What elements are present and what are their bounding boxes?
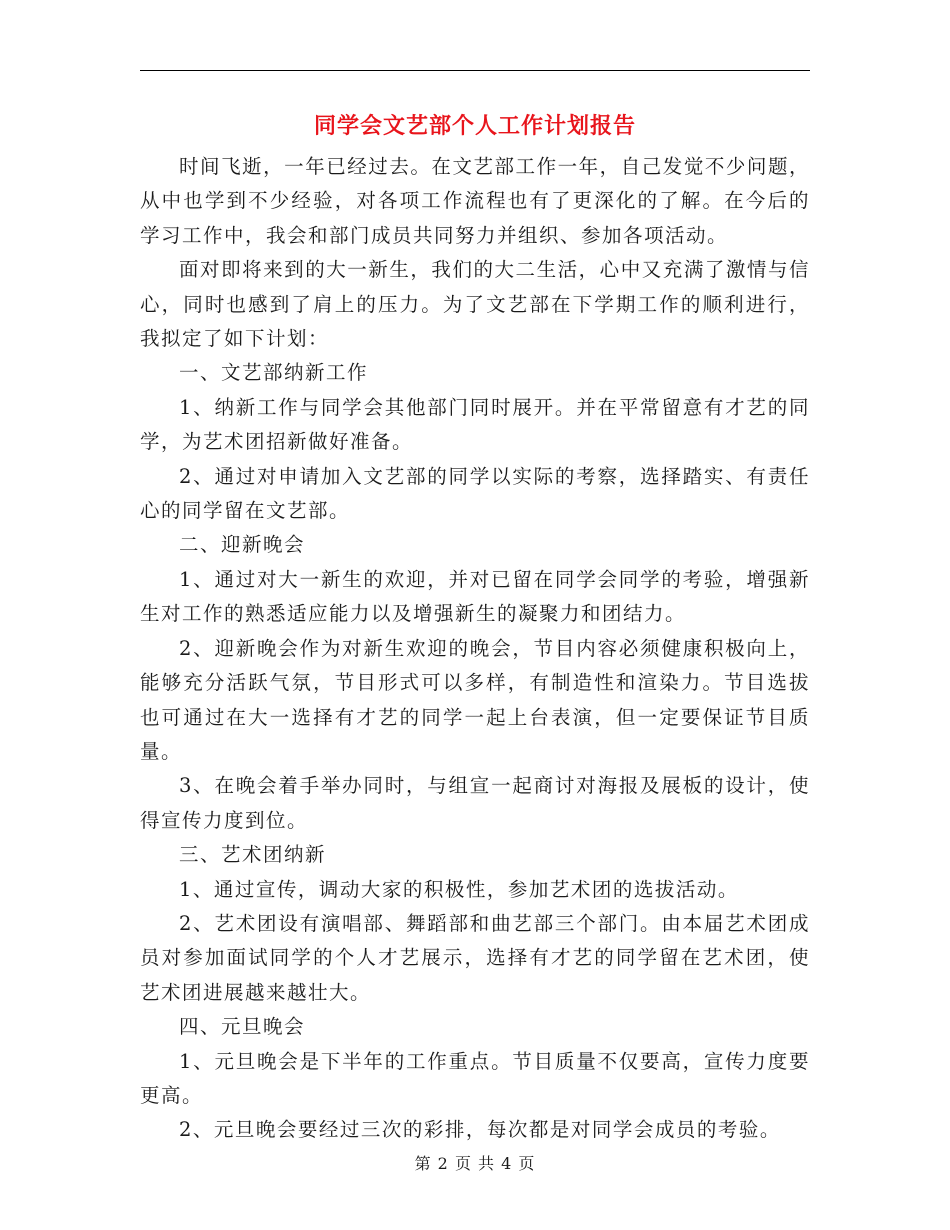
document-title: 同学会文艺部个人工作计划报告	[313, 113, 636, 139]
paragraph: 2、通过对申请加入文艺部的同学以实际的考察，选择踏实、有责任心的同学留在文艺部。	[140, 464, 810, 523]
page-number-footer: 第 2 页 共 4 页	[414, 1154, 536, 1173]
paragraph: 2、迎新晚会作为对新生欢迎的晚会，节目内容必须健康积极向上，能够充分活跃气氛，节目形式可以多样，有制造性和渲染力。节目选拔也可通过在大一选择有才艺的同学一起上台表演，但一定要保证节目质量。	[140, 636, 810, 763]
section-heading: 二、迎新晚会	[179, 533, 306, 557]
section-heading: 四、元旦晚会	[179, 1015, 306, 1039]
paragraph: 2、艺术团设有演唱部、舞蹈部和曲艺部三个部门。由本届艺术团成员对参加面试同学的个人才艺展示，选择有才艺的同学留在艺术团，使艺术团进展越来越壮大。	[140, 911, 810, 1004]
paragraph: 1、纳新工作与同学会其他部门同时展开。并在平常留意有才艺的同学，为艺术团招新做好准备。	[140, 395, 810, 454]
paragraph: 1、通过宣传，调动大家的积极性，参加艺术团的选拔活动。	[179, 877, 739, 901]
paragraph: 时间飞逝，一年已经过去。在文艺部工作一年，自己发觉不少问题，从中也学到不少经验，对各项工作流程也有了更深化的了解。在今后的学习工作中，我会和部门成员共同努力并组织、参加各项活动。	[140, 155, 810, 247]
paragraph: 3、在晚会着手举办同时，与组宣一起商讨对海报及展板的设计，使得宣传力度到位。	[140, 774, 810, 832]
document-body	[140, 150, 810, 1148]
paragraph: 2、元旦晚会要经过三次的彩排，每次都是对同学会成员的考验。	[179, 1118, 781, 1142]
paragraph: 面对即将来到的大一新生，我们的大二生活，心中又充满了激情与信心，同时也感到了肩上的压力。为了文艺部在下学期工作的顺利进行，我拟定了如下计划：	[140, 258, 810, 351]
paragraph: 1、元旦晚会是下半年的工作重点。节目质量不仅要高，宣传力度要更高。	[140, 1049, 810, 1107]
section-heading: 三、艺术团纳新	[179, 843, 327, 867]
header-rule	[140, 70, 810, 71]
section-heading: 一、文艺部纳新工作	[179, 361, 369, 385]
paragraph: 1、通过对大一新生的欢迎，并对已留在同学会同学的考验，增强新生对工作的熟悉适应能力以及增强新生的凝聚力和团结力。	[140, 567, 810, 626]
